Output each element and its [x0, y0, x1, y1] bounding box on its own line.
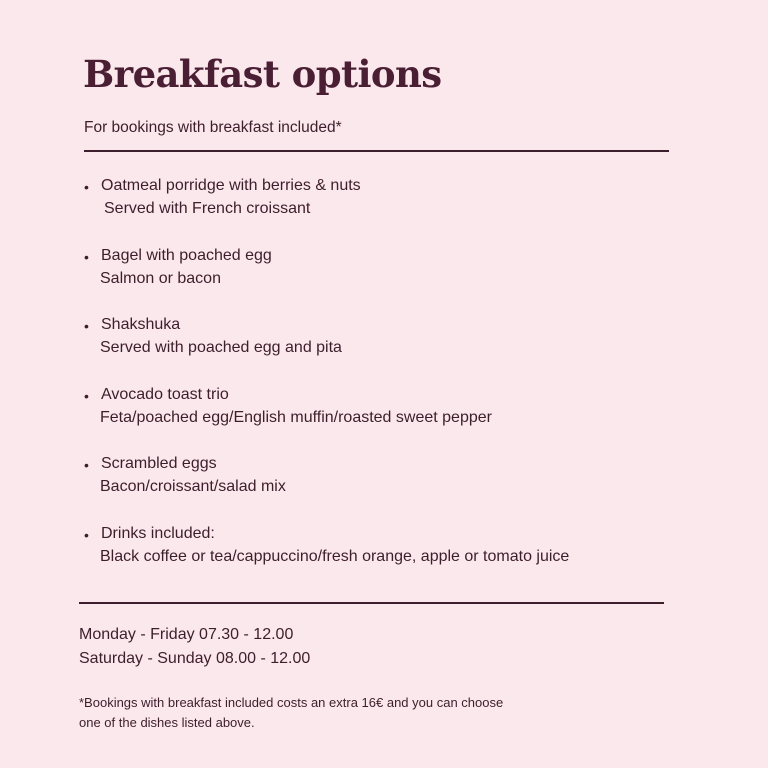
menu-item-description: Black coffee or tea/cappuccino/fresh orange, apple or tomato juice — [100, 547, 570, 565]
menu-item-name: Bagel with poached egg — [101, 246, 272, 264]
bullet-icon: • — [84, 387, 89, 404]
page-subtitle: For bookings with breakfast included* — [84, 119, 342, 136]
bullet-icon: • — [84, 248, 89, 265]
hours-weekend: Saturday - Sunday 08.00 - 12.00 — [79, 650, 311, 667]
menu-item-name: Drinks included: — [101, 524, 215, 542]
bullet-icon: • — [84, 457, 89, 473]
top-divider — [84, 150, 669, 152]
page-title: Breakfast options — [83, 52, 442, 96]
hours-weekdays: Monday - Friday 07.30 - 12.00 — [79, 626, 294, 643]
bullet-icon: • — [84, 179, 89, 195]
bottom-divider — [79, 602, 664, 604]
menu-item-name: Shakshuka — [101, 316, 181, 333]
menu-item-name: Avocado toast trio — [101, 385, 229, 403]
menu-item-description: Feta/poached egg/English muffin/roasted sweet pepper — [100, 408, 492, 426]
menu-item-name: Scrambled eggs — [101, 455, 217, 472]
menu-item-description: Bacon/croissant/salad mix — [100, 478, 286, 495]
menu-item-description: Salmon or bacon — [100, 269, 221, 287]
bullet-icon: • — [84, 526, 89, 543]
bullet-icon: • — [84, 318, 89, 334]
menu-item-name: Oatmeal porridge with berries & nuts — [101, 177, 361, 194]
footnote-line: *Bookings with breakfast included costs an extra 16€ and you can choose — [79, 695, 504, 710]
opening-hours — [79, 623, 310, 671]
footnote — [79, 693, 503, 733]
footnote-line: one of the dishes listed above. — [79, 715, 255, 730]
menu-item-description: Served with poached egg and pita — [100, 339, 342, 356]
menu-item-description: Served with French croissant — [104, 200, 311, 217]
